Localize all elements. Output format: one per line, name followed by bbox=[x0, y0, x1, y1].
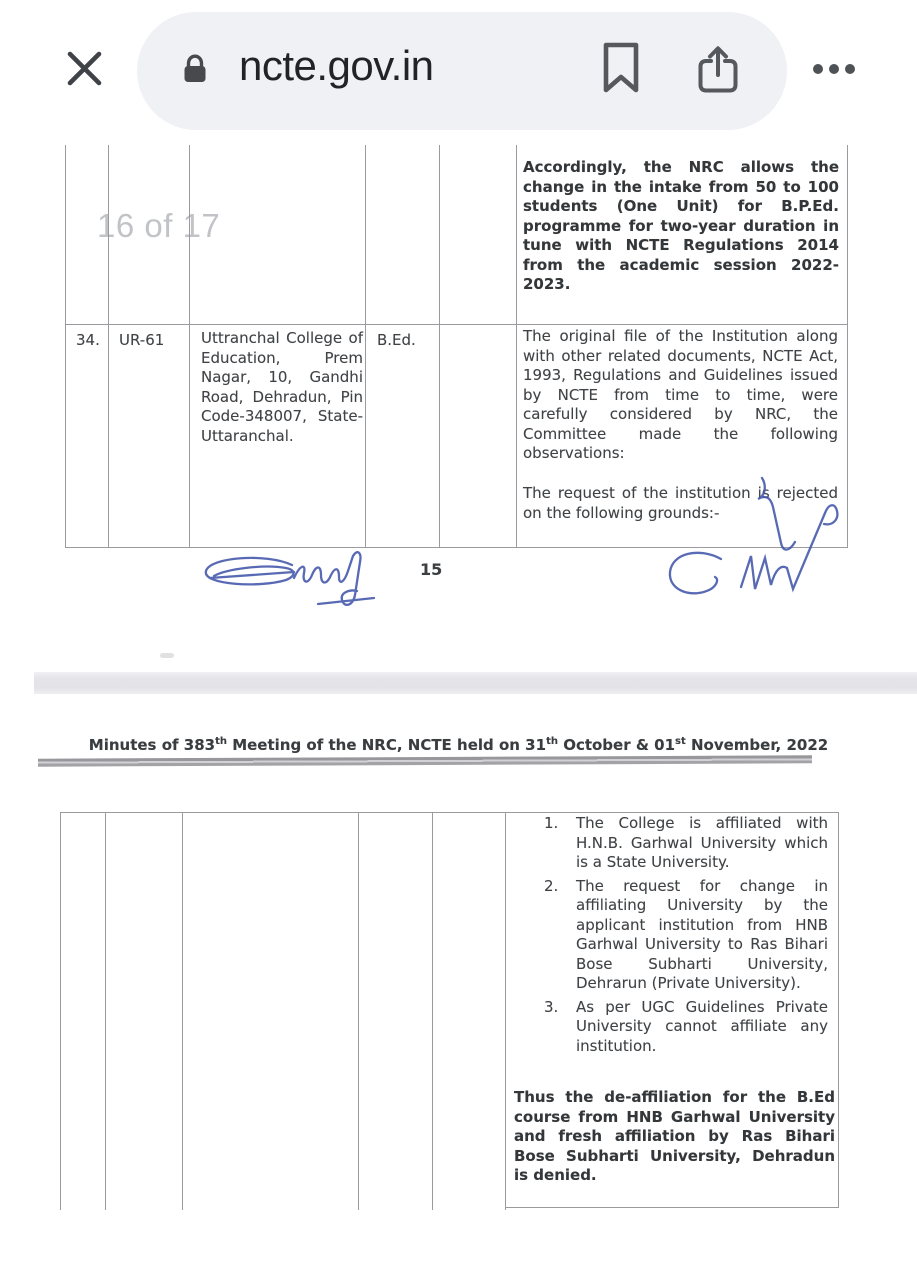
url-text[interactable]: ncte.gov.in bbox=[239, 42, 434, 89]
table1-border bbox=[847, 145, 848, 548]
table1-cell-institution: Uttranchal College of Education, Prem Nagar, 10, Gandhi Road, Dehradun, Pin Code-348007, State-Uttaranchal. bbox=[201, 329, 363, 445]
list-item-number: 1. bbox=[544, 814, 559, 832]
list-item-text: As per UGC Guidelines Private University cannot affiliate any institution. bbox=[576, 997, 828, 1055]
table1-border bbox=[65, 324, 848, 325]
signature-right bbox=[628, 452, 868, 622]
list-item bbox=[536, 877, 828, 994]
table1-cell-observations-p2: The request of the institution is rejected on the following grounds:- bbox=[523, 484, 838, 522]
table1-border bbox=[365, 145, 366, 548]
list-item-text: The College is affiliated with H.N.B. Garhwal University which is a State University. bbox=[576, 814, 828, 871]
browser-toolbar bbox=[0, 0, 917, 133]
more-menu-icon[interactable] bbox=[812, 63, 858, 75]
table1-cell-serial: 34. bbox=[76, 331, 100, 349]
header-text: November, 2022 bbox=[685, 736, 829, 754]
table1-border bbox=[65, 145, 66, 548]
grounds-list bbox=[536, 814, 828, 1060]
share-icon[interactable] bbox=[696, 45, 740, 93]
list-item bbox=[536, 814, 828, 873]
table1-cell-observations-p1: The original file of the Institution along with other related documents, NCTE Act, 1993, Regulations and Guidelines issued by NCTE from time to time, were carefully considered by NRC, the Committee made the following observations: bbox=[523, 327, 838, 462]
table1-border bbox=[516, 145, 517, 548]
table1-border bbox=[189, 145, 190, 548]
header-underline bbox=[38, 755, 812, 766]
table1-border bbox=[108, 145, 109, 548]
page-number: 15 bbox=[420, 560, 443, 579]
page-indicator-watermark: 16 of 17 bbox=[97, 207, 221, 244]
table2-border bbox=[432, 812, 433, 1210]
header-text: October & 01 bbox=[557, 736, 676, 754]
list-item-text: The request for change in affiliating University by the applicant institution from HNB Garhwal University to Ras Bihari Bose Subharti University, Dehrarun (Private University). bbox=[576, 876, 828, 992]
table2-border bbox=[358, 812, 359, 1210]
header-text: Minutes of 383 bbox=[88, 736, 216, 754]
close-icon[interactable] bbox=[66, 50, 104, 88]
bookmark-icon[interactable] bbox=[600, 41, 642, 95]
list-item bbox=[536, 998, 828, 1057]
table1-cell-code: UR-61 bbox=[119, 331, 165, 349]
table1-cell-allow-text: Accordingly, the NRC allows the change in the intake from 50 to 100 students (One Unit) for B.P.Ed. programme for two-year duration in tune with NCTE Regulations 2014 from the academic session 2022-2023. bbox=[523, 158, 839, 293]
table2-border bbox=[505, 1207, 839, 1208]
decision-paragraph: Thus the de-affiliation for the B.Ed course from HNB Garhwal University and fresh affiliation by Ras Bihari Bose Subharti University, Dehradun is denied. bbox=[514, 1088, 835, 1184]
table2-border bbox=[105, 812, 106, 1210]
table1-cell-course: B.Ed. bbox=[377, 331, 416, 349]
header-text: Meeting of the NRC, NCTE held on 31 bbox=[226, 736, 547, 754]
url-bar[interactable] bbox=[137, 12, 787, 130]
page-separator bbox=[34, 672, 917, 694]
table2-border bbox=[505, 812, 506, 1210]
table1-border bbox=[65, 547, 848, 548]
lock-icon bbox=[182, 53, 208, 85]
table2-border bbox=[60, 812, 61, 1210]
header-sup: st bbox=[675, 736, 686, 747]
table2-border bbox=[182, 812, 183, 1210]
table2-border bbox=[838, 812, 839, 1208]
header-sup: th bbox=[215, 736, 227, 747]
header-sup: th bbox=[546, 736, 558, 747]
list-item-number: 2. bbox=[544, 876, 559, 895]
scan-smudge bbox=[160, 653, 174, 658]
list-item-number: 3. bbox=[544, 997, 559, 1016]
page2-header bbox=[0, 736, 917, 754]
table2-border bbox=[60, 812, 838, 813]
signature-left bbox=[188, 543, 388, 623]
table1-border bbox=[439, 145, 440, 548]
